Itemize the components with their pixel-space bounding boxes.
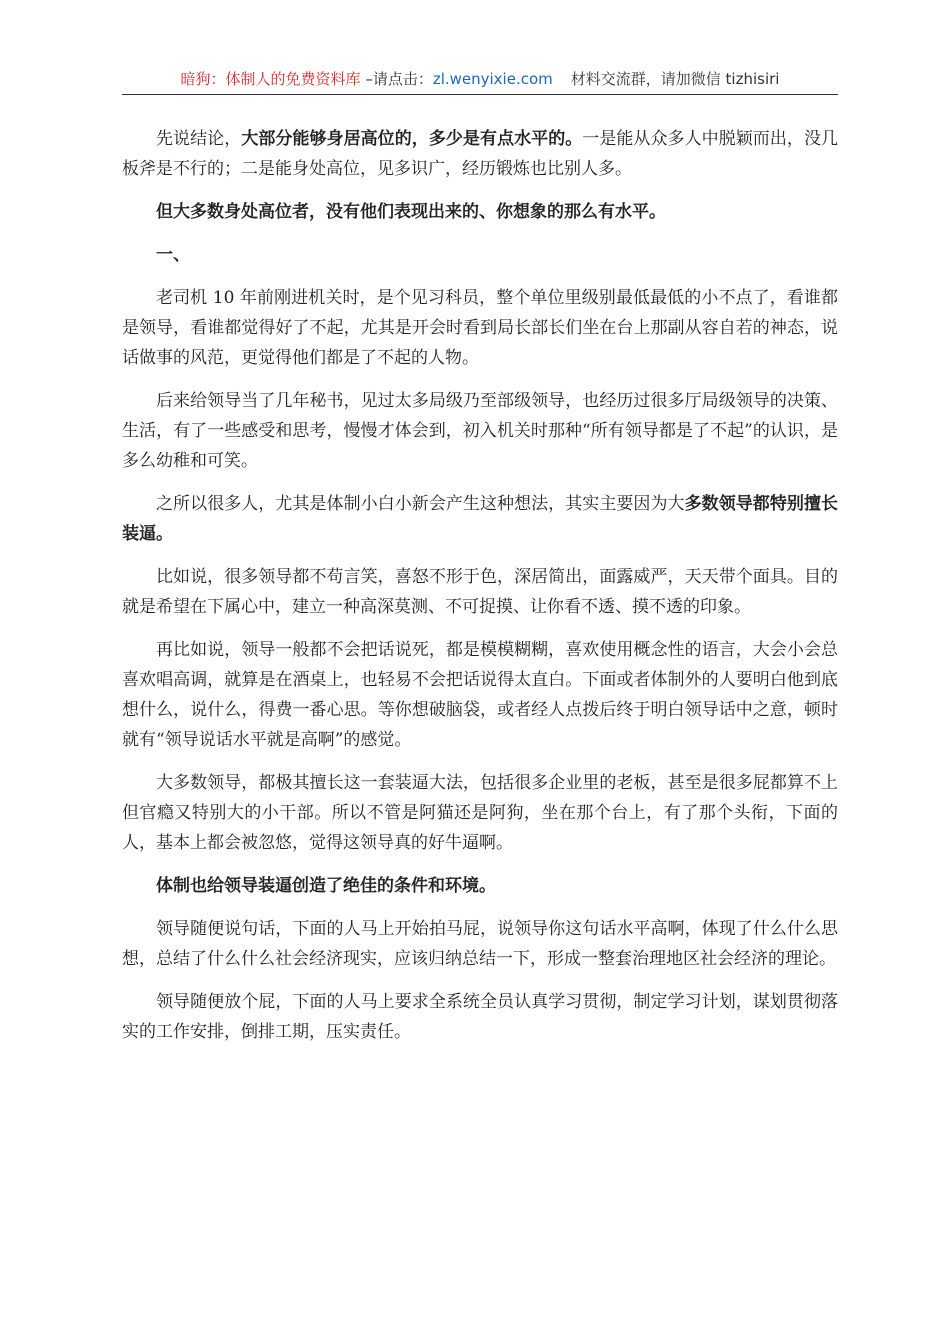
paragraph-text: 先说结论， bbox=[156, 129, 242, 149]
paragraph-text: 领导随便放个屁，下面的人马上要求全系统全员认真学习贯彻，制定学习计划，谋划贯彻落实的工作安排，倒排工期，压实责任。 bbox=[122, 992, 838, 1042]
paragraph-emphasis: 多数领导都特别擅长装逼。 bbox=[122, 494, 839, 544]
header-contact: 材料交流群，请加微信 tizhisiri bbox=[570, 70, 780, 88]
paragraph-text: 比如说，很多领导都不苟言笑，喜怒不形于色，深居简出，面露威严，天天带个面具。目的就是希望在下属心中，建立一种高深莫测、不可捉摸、让你看不透、摸不透的印象。 bbox=[122, 567, 838, 617]
paragraph-text: 领导随便说句话，下面的人马上开始拍马屁，说领导你这句话水平高啊，体现了什么什么思想，总结了什么什么社会经济现实，应该归纳总结一下，形成一整套治理地区社会经济的理论。 bbox=[122, 919, 838, 969]
header-link[interactable]: zl.wenyixie.com bbox=[432, 70, 553, 88]
paragraph-thesis: 但大多数身处高位者，没有他们表现出来的、你想象的那么有水平。 bbox=[156, 202, 666, 222]
document-body bbox=[122, 124, 838, 1060]
paragraph-text: 之所以很多人，尤其是体制小白小新会产生这种想法，其实主要因为大 bbox=[156, 494, 685, 514]
paragraph-reason bbox=[122, 489, 838, 549]
paragraph-text: 大多数领导，都极其擅长这一套装逼大法，包括很多企业里的老板，甚至是很多屁都算不上但官瘾又特别大的小干部。所以不管是阿猫还是阿狗，坐在那个台上，有了那个头衔，下面的人，基本上都会被忽悠，觉得这领导真的好牛逼啊。 bbox=[122, 773, 838, 853]
paragraph-text: 后来给领导当了几年秘书，见过太多局级乃至部级领导，也经历过很多厅局级领导的决策、生活，有了一些感受和思考，慢慢才体会到，初入机关时那种“所有领导都是了不起”的认识，是多么幼稚和可笑。 bbox=[122, 391, 838, 471]
paragraph-conclusion bbox=[122, 124, 838, 184]
section-heading: 一、 bbox=[156, 245, 190, 265]
paragraph-subheading: 体制也给领导装逼创造了绝佳的条件和环境。 bbox=[156, 876, 496, 896]
page-header bbox=[122, 66, 838, 95]
paragraph-text: 再比如说，领导一般都不会把话说死，都是模模糊糊，喜欢使用概念性的语言，大会小会总喜欢唱高调，就算是在酒桌上，也轻易不会把话说得太直白。下面或者体制外的人要明白他到底想什么，说什么，得费一番心思。等你想破脑袋，或者经人点拨后终于明白领导话中之意，顿时就有“领导说话水平就是高啊”的感觉。 bbox=[122, 640, 838, 750]
paragraph-text: 老司机 10 年前刚进机关时，是个见习科员，整个单位里级别最低最低的小不点了，看谁都是领导，看谁都觉得好了不起，尤其是开会时看到局长部长们坐在台上那副从容自若的神态，说话做事的风范，更觉得他们都是了不起的人物。 bbox=[122, 288, 838, 368]
header-brand: 暗狗：体制人的免费资料库 bbox=[180, 70, 361, 88]
paragraph-text: 一是能从众多人中脱颖而出，没几板斧是不行的；二是能身处高位，见多识广，经历锻炼也比别人多。 bbox=[122, 129, 839, 179]
paragraph-emphasis: 大部分能够身居高位的，多少是有点水平的。 bbox=[241, 129, 583, 149]
header-prompt: –请点击： bbox=[360, 70, 433, 88]
